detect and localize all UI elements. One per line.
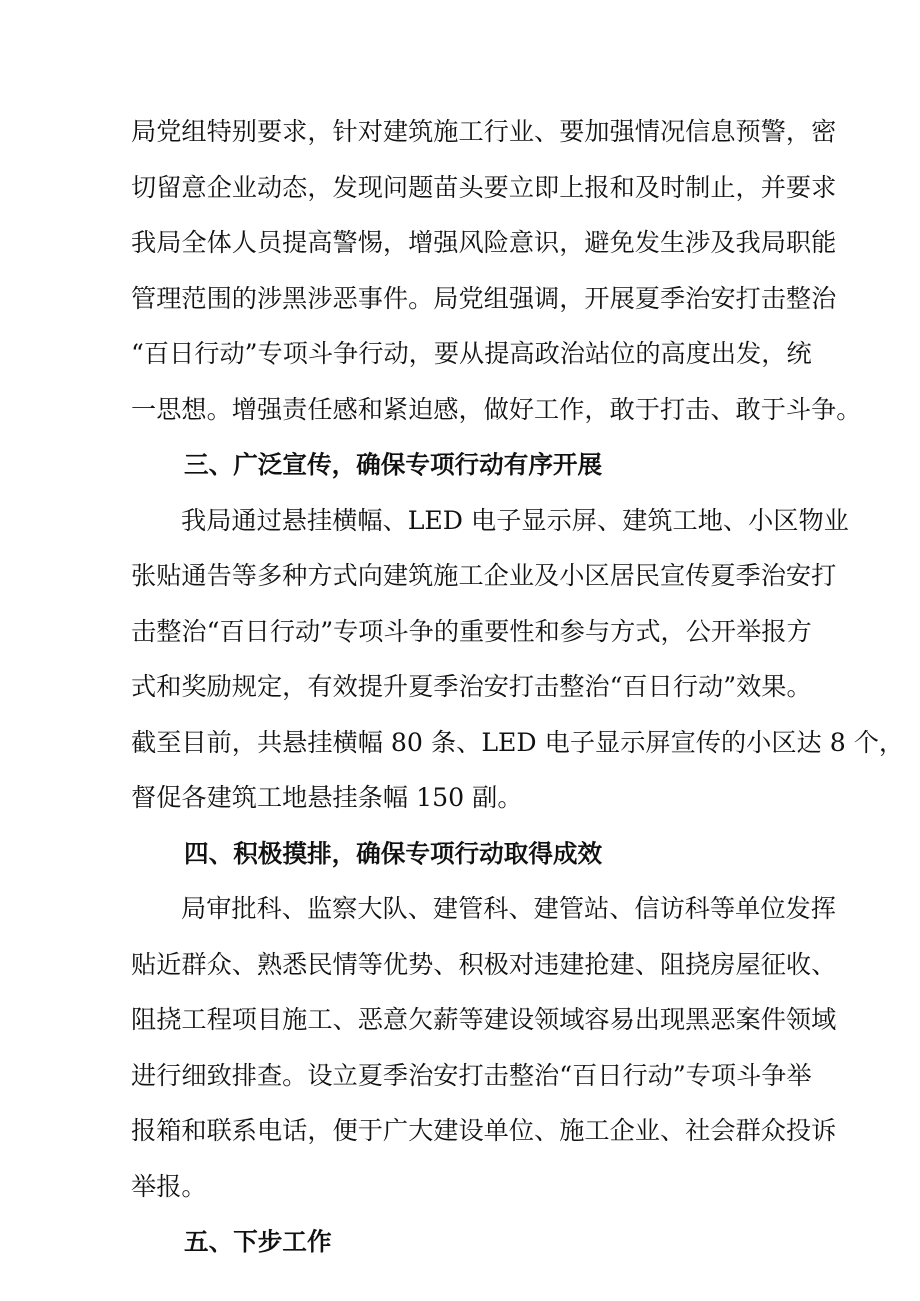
section-heading-4: 四、积极摸排，确保专项行动取得成效 (184, 838, 603, 868)
text-line: 截至目前，共悬挂横幅 80 条、LED 电子显示屏宣传的小区达 8 个， (131, 727, 905, 757)
paragraph-party-requirements (131, 110, 862, 432)
text-line: 督促各建筑工地悬挂条幅 150 副。 (131, 783, 523, 812)
text-line: 报箱和联系电话，便于广大建设单位、施工企业、社会群众投诉 (131, 1116, 837, 1145)
text-line: 切留意企业动态，发现问题苗头要立即上报和及时制止，并要求 (131, 172, 837, 202)
paragraph-investigation (131, 887, 837, 1209)
text-line: 贴近群众、熟悉民情等优势、积极对违建抢建、阻挠房屋征收、 (131, 949, 837, 979)
section-heading-3: 三、广泛宣传，确保专项行动有序开展 (184, 450, 603, 479)
text-line: 一思想。增强责任感和紧迫感，做好工作，敢于打击、敢于斗争。 (131, 394, 862, 424)
document-body (131, 110, 905, 1276)
paragraph-publicity (131, 499, 905, 821)
text-line: 我局通过悬挂横幅、LED 电子显示屏、建筑工地、小区物业 (181, 505, 849, 535)
text-line: 局审批科、监察大队、建管科、建管站、信访科等单位发挥 (181, 894, 836, 923)
text-line: 管理范围的涉黑涉恶事件。局党组强调，开展夏季治安打击整治 (131, 283, 837, 313)
text-line: “百日行动”专项斗争行动，要从提高政治站位的高度出发，统 (131, 339, 812, 368)
text-line: 举报。 (131, 1171, 207, 1201)
text-line: 我局全体人员提高警惕，增强风险意识，避免发生涉及我局职能 (131, 228, 837, 257)
text-line: 局党组特别要求，针对建筑施工行业、要加强情况信息预警，密 (131, 117, 837, 146)
text-line: 击整治“百日行动”专项斗争的重要性和参与方式，公开举报方 (131, 616, 812, 646)
section-heading-5: 五、下步工作 (184, 1227, 332, 1256)
text-line: 进行细致排查。设立夏季治安打击整治“百日行动”专项斗争举 (131, 1060, 812, 1090)
text-line: 张贴通告等多种方式向建筑施工企业及小区居民宣传夏季治安打 (131, 561, 837, 590)
text-line: 式和奖励规定，有效提升夏季治安打击整治“百日行动”效果。 (131, 672, 812, 701)
text-line: 阻挠工程项目施工、恶意欠薪等建设领域容易出现黑恶案件领域 (131, 1005, 837, 1034)
